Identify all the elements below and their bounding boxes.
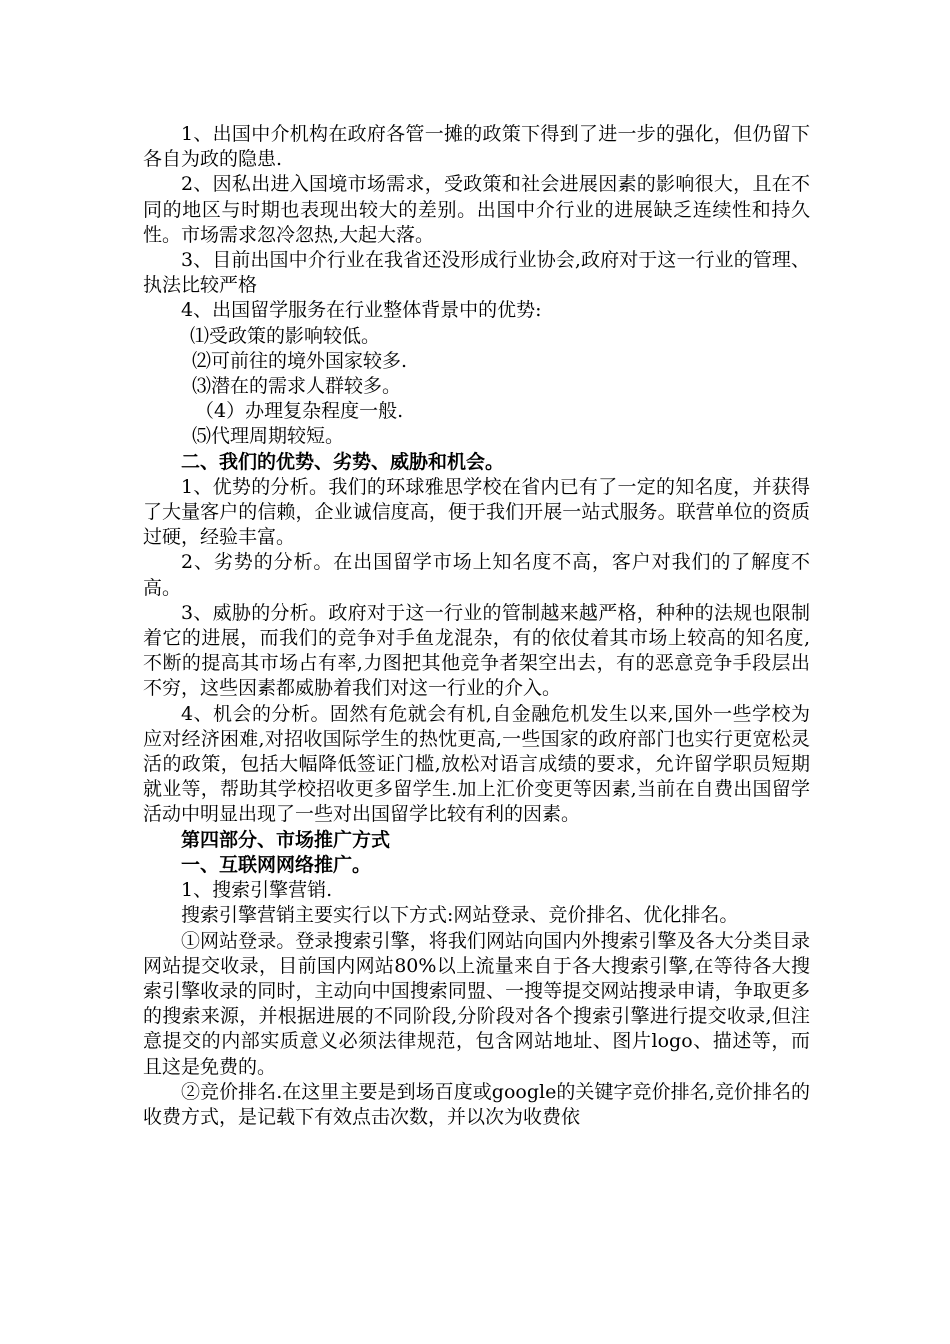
paragraph-site-login: ①网站登录。登录搜索引擎，将我们网站向国内外搜索引擎及各大分类目录网站提交收录，目前国内网站80%以上流量来自于各大搜索引擎,在等待各大搜索引擎收录的同时，主动向中国搜索同盟、一搜等提交网站搜录申请，争取更多的搜索来源，并根据进展的不同阶段,分阶段对各个搜索引擎进行提交收录,但注意提交的内部实质意义必须法律规范，包含网站地址、图片logo、描述等，而且这是免费的。	[143, 929, 810, 1078]
paragraph-strengths: 1、优势的分析。我们的环球雅思学校在省内已有了一定的知名度，并获得了大量客户的信赖，企业诚信度高，便于我们开展一站式服务。联营单位的资质过硬，经验丰富。	[143, 475, 810, 549]
section-heading-swot: 二、我们的优势、劣势、威胁和机会。	[181, 450, 505, 473]
paragraph-weaknesses: 2、劣势的分析。在出国留学市场上知名度不高，客户对我们的了解度不高。	[143, 551, 810, 599]
paragraph-3: 3、目前出国中介行业在我省还没形成行业协会,政府对于这一行业的管理、执法比较严格	[143, 249, 810, 297]
paragraph-opportunities: 4、机会的分析。固然有危就会有机,自金融危机发生以来,国外一些学校为应对经济困难,对招收国际学生的热忱更高,一些国家的政府部门也实行更宽松灵活的政策，包括大幅降低签证门槛,放松对语言成绩的要求，允许留学职员短期就业等，帮助其学校招收更多留学生.加上汇价变更等因素,当前在自费出国留学活动中明显出现了一些对出国留学比较有利的因素。	[143, 702, 810, 826]
list-item-3: ⑶潜在的需求人群较多。	[192, 375, 402, 398]
list-item-4: （4）办理复杂程度一般.	[195, 400, 404, 423]
paragraph-threats: 3、威胁的分析。政府对于这一行业的管制越来越严格，种种的法规也限制着它的进展，而我们的竞争对手鱼龙混杂，有的依仗着其市场上较高的知名度,不断的提高其市场占有率,力图把其他竞争者架空出去，有的恶意竞争手段层出不穷，这些因素都威胁着我们对这一行业的介入。	[143, 601, 810, 700]
list-item-2: ⑵可前往的境外国家较多.	[192, 349, 408, 372]
paragraph-1: 1、出国中介机构在政府各管一摊的政策下得到了进一步的强化，但仍留下各自为政的隐患.	[143, 123, 810, 171]
list-item-1: ⑴受政策的影响较低。	[190, 324, 381, 347]
paragraph-4: 4、出国留学服务在行业整体背景中的优势:	[181, 299, 542, 322]
paragraph-bidding: ②竞价排名.在这里主要是到场百度或google的关键字竞价排名,竞价排名的收费方式，是记载下有效点击次数，并以次为收费依	[143, 1080, 810, 1128]
paragraph-sem-methods: 搜索引擎营销主要实行以下方式:网站登录、竞价排名、优化排名。	[181, 904, 739, 927]
paragraph-sem-title: 1、搜索引擎营销.	[181, 879, 333, 902]
document-page	[143, 122, 810, 1130]
list-item-5: ⑸代理周期较短。	[192, 425, 345, 448]
part-heading-marketing: 第四部分、市场推广方式	[181, 828, 391, 851]
paragraph-2: 2、因私出进入国境市场需求，受政策和社会进展因素的影响很大，且在不同的地区与时期也表现出较大的差别。出国中介行业的进展缺乏连续性和持久性。市场需求忽冷忽热,大起大落。	[143, 173, 810, 246]
section-heading-internet: 一、互联网网络推广。	[181, 853, 372, 876]
